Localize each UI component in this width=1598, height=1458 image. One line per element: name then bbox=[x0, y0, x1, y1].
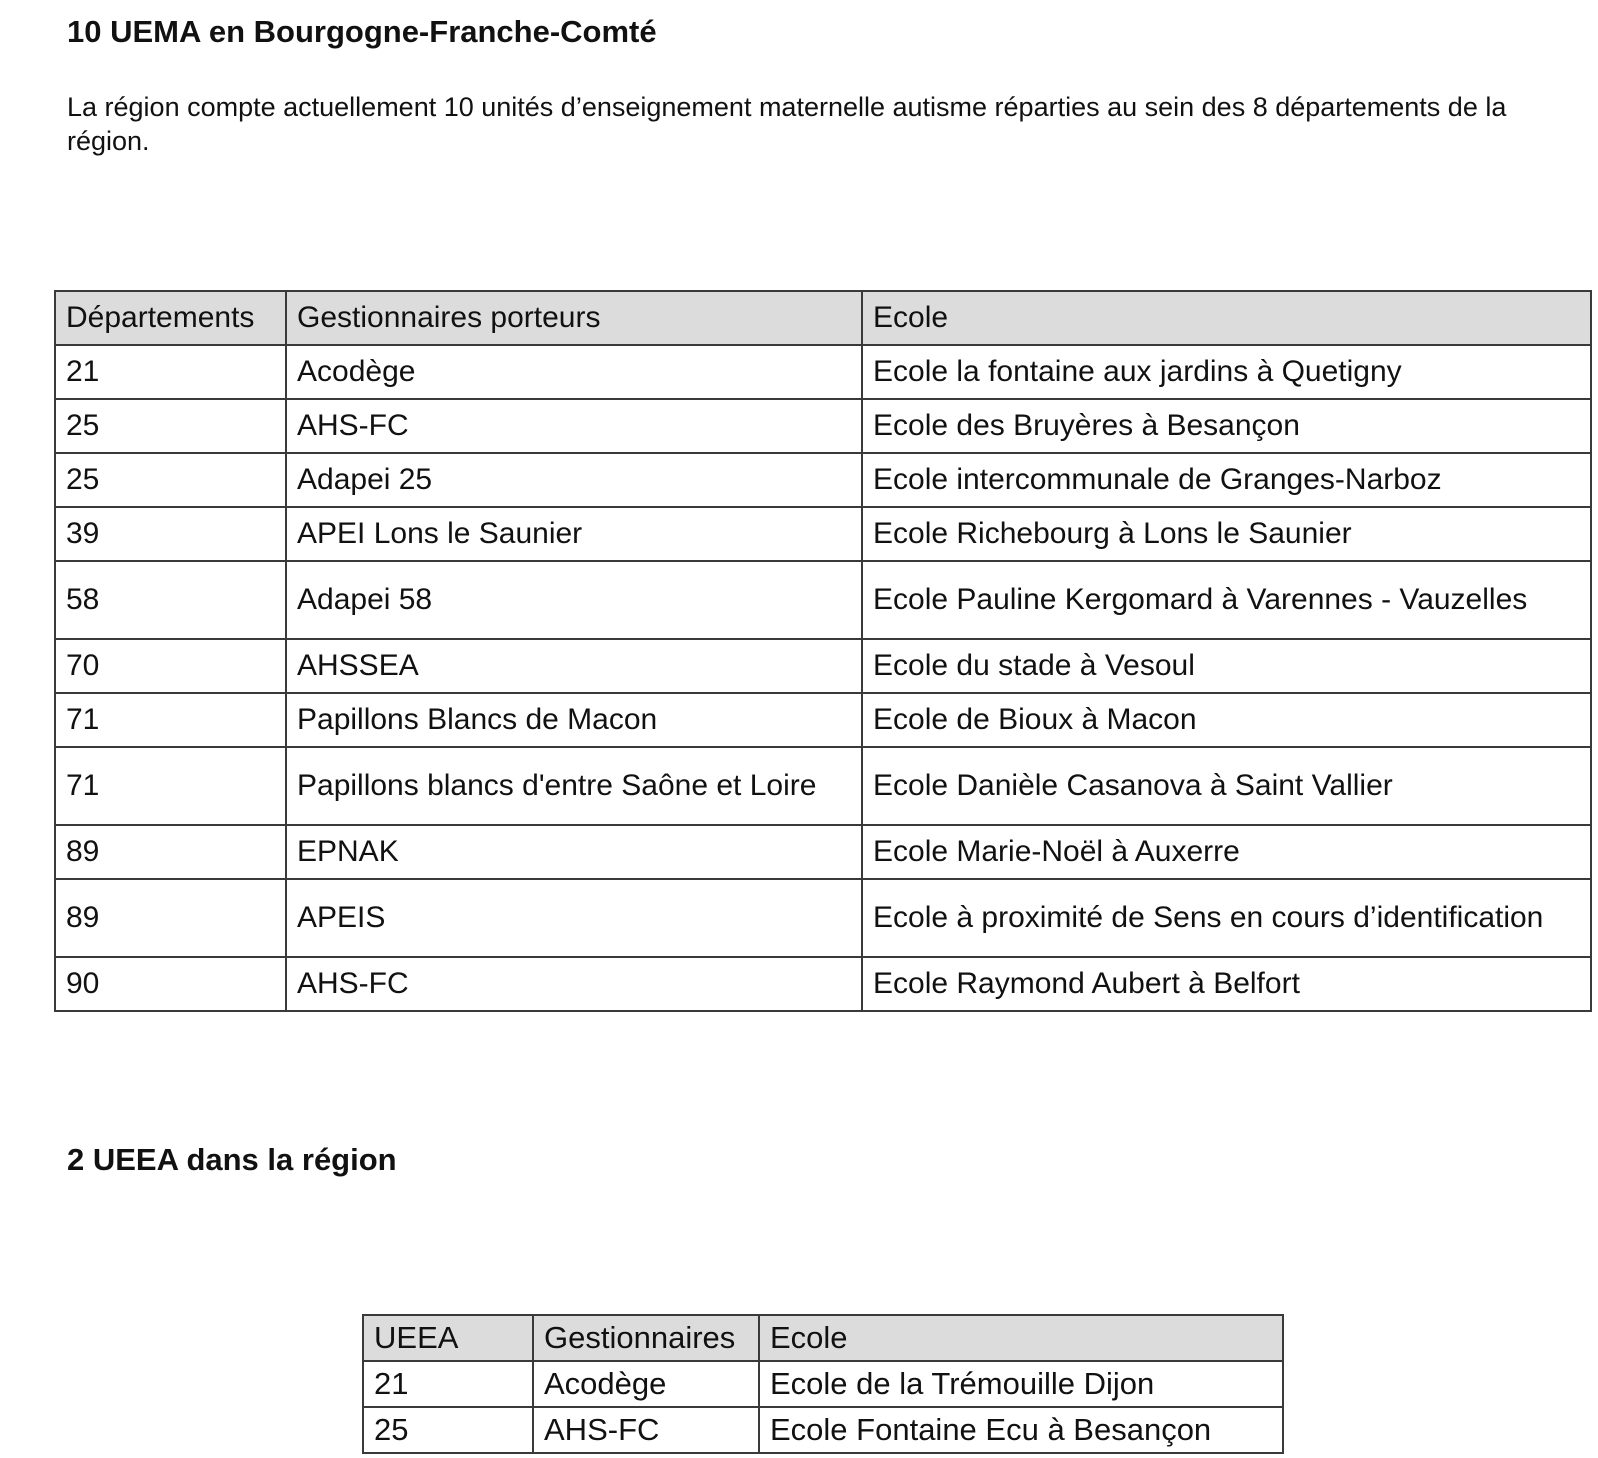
table-row bbox=[55, 453, 1591, 507]
cell-ecole: Ecole Pauline Kergomard à Varennes - Vauzelles bbox=[862, 561, 1591, 639]
cell-departement: 58 bbox=[55, 561, 286, 639]
table-row bbox=[55, 639, 1591, 693]
cell-gestionnaire: Adapei 25 bbox=[286, 453, 862, 507]
column-header-gestionnaires: Gestionnaires bbox=[533, 1315, 759, 1361]
cell-departement: 89 bbox=[55, 825, 286, 879]
table-header-row bbox=[363, 1315, 1283, 1361]
column-header-ecole: Ecole bbox=[862, 291, 1591, 345]
cell-gestionnaire: Adapei 58 bbox=[286, 561, 862, 639]
table-header-row bbox=[55, 291, 1591, 345]
cell-ecole: Ecole Danièle Casanova à Saint Vallier bbox=[862, 747, 1591, 825]
cell-gestionnaire: Acodège bbox=[286, 345, 862, 399]
cell-ecole: Ecole de Bioux à Macon bbox=[862, 693, 1591, 747]
cell-ecole: Ecole à proximité de Sens en cours d’identification bbox=[862, 879, 1591, 957]
cell-ecole: Ecole Marie-Noël à Auxerre bbox=[862, 825, 1591, 879]
ueea-table bbox=[362, 1314, 1284, 1454]
cell-gestionnaire: Papillons blancs d'entre Saône et Loire bbox=[286, 747, 862, 825]
cell-ecole: Ecole la fontaine aux jardins à Quetigny bbox=[862, 345, 1591, 399]
cell-ueea: 21 bbox=[363, 1361, 533, 1407]
cell-ecole: Ecole Raymond Aubert à Belfort bbox=[862, 957, 1591, 1011]
cell-ecole: Ecole des Bruyères à Besançon bbox=[862, 399, 1591, 453]
cell-departement: 90 bbox=[55, 957, 286, 1011]
section-title-ueea: 2 UEEA dans la région bbox=[67, 1142, 397, 1177]
cell-departement: 21 bbox=[55, 345, 286, 399]
table-row bbox=[55, 957, 1591, 1011]
cell-ueea: 25 bbox=[363, 1407, 533, 1453]
table-row bbox=[363, 1407, 1283, 1453]
table-row bbox=[55, 747, 1591, 825]
intro-paragraph: La région compte actuellement 10 unités d’enseignement maternelle autisme réparties au sein des 8 départements de la région. bbox=[67, 92, 1507, 156]
cell-departement: 70 bbox=[55, 639, 286, 693]
cell-departement: 39 bbox=[55, 507, 286, 561]
cell-ecole: Ecole Richebourg à Lons le Saunier bbox=[862, 507, 1591, 561]
cell-gestionnaire: AHS-FC bbox=[286, 957, 862, 1011]
column-header-departements: Départements bbox=[55, 291, 286, 345]
cell-gestionnaire: AHSSEA bbox=[286, 639, 862, 693]
cell-gestionnaire: APEI Lons le Saunier bbox=[286, 507, 862, 561]
cell-departement: 71 bbox=[55, 747, 286, 825]
cell-ecole: Ecole de la Trémouille Dijon bbox=[759, 1361, 1283, 1407]
table-row bbox=[55, 561, 1591, 639]
cell-gestionnaire: Acodège bbox=[533, 1361, 759, 1407]
cell-gestionnaire: APEIS bbox=[286, 879, 862, 957]
table-row bbox=[55, 345, 1591, 399]
cell-ecole: Ecole Fontaine Ecu à Besançon bbox=[759, 1407, 1283, 1453]
cell-ecole: Ecole du stade à Vesoul bbox=[862, 639, 1591, 693]
cell-departement: 25 bbox=[55, 399, 286, 453]
cell-gestionnaire: EPNAK bbox=[286, 825, 862, 879]
table-row bbox=[55, 507, 1591, 561]
table-row bbox=[55, 825, 1591, 879]
section-title-uema: 10 UEMA en Bourgogne-Franche-Comté bbox=[67, 14, 657, 49]
column-header-ecole: Ecole bbox=[759, 1315, 1283, 1361]
cell-departement: 89 bbox=[55, 879, 286, 957]
table-row bbox=[55, 399, 1591, 453]
table-row bbox=[55, 693, 1591, 747]
cell-departement: 71 bbox=[55, 693, 286, 747]
table-row bbox=[363, 1361, 1283, 1407]
column-header-ueea: UEEA bbox=[363, 1315, 533, 1361]
column-header-gestionnaires: Gestionnaires porteurs bbox=[286, 291, 862, 345]
cell-gestionnaire: AHS-FC bbox=[286, 399, 862, 453]
cell-gestionnaire: AHS-FC bbox=[533, 1407, 759, 1453]
cell-departement: 25 bbox=[55, 453, 286, 507]
table-row bbox=[55, 879, 1591, 957]
cell-ecole: Ecole intercommunale de Granges-Narboz bbox=[862, 453, 1591, 507]
cell-gestionnaire: Papillons Blancs de Macon bbox=[286, 693, 862, 747]
uema-table bbox=[54, 290, 1592, 1012]
